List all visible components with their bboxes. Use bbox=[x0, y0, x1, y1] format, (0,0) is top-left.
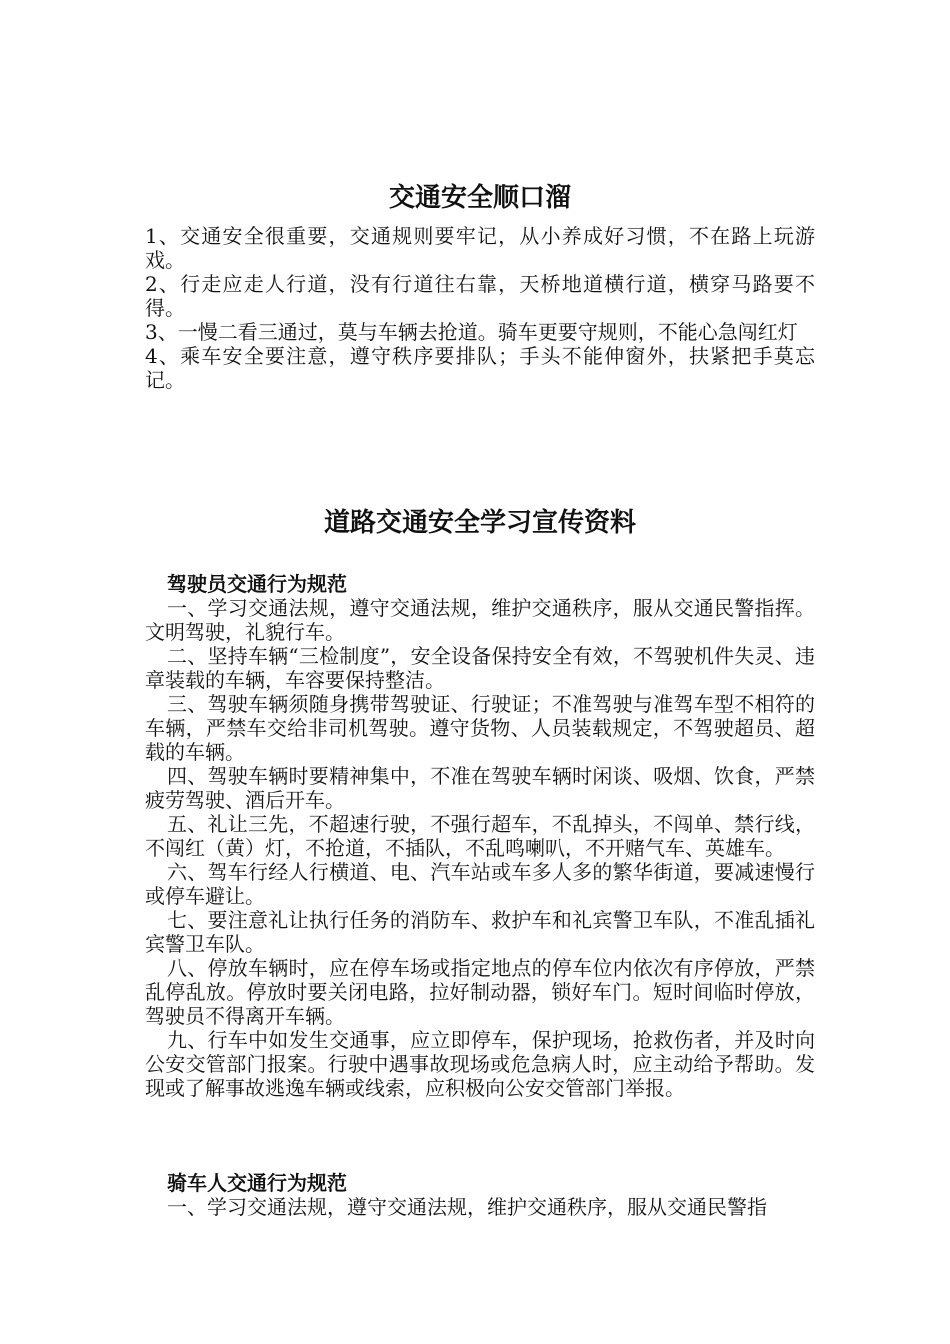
rule-item: 二、坚持车辆“三检制度”，安全设备保持安全有效，不驾驶机件失灵、违章装载的车辆，车容要保持整洁。 bbox=[145, 644, 815, 692]
document-title: 道路交通安全学习宣传资料 bbox=[323, 508, 636, 538]
rule-item: 五、礼让三先，不超速行驶，不强行超车，不乱掉头，不闯单、禁行线，不闯红（黄）灯，不抢道，不插队，不乱鸣喇叭，不开赌气车、英雄车。 bbox=[145, 812, 815, 860]
poem-line: 2、行走应走人行道，没有行道往右靠，天桥地道横行道，横穿马路要不得。 bbox=[145, 272, 815, 320]
section-items bbox=[145, 596, 815, 1100]
poem-line: 3、一慢二看三通过，莫与车辆去抢道。骑车更要守规则，不能心急闯红灯 bbox=[145, 320, 798, 344]
rule-item: 八、停放车辆时，应在停车场或指定地点的停车位内依次有序停放，严禁乱停乱放。停放时要关闭电路，拉好制动器，锁好车门。短时间临时停放，驾驶员不得离开车辆。 bbox=[145, 956, 815, 1028]
section-driver bbox=[145, 572, 815, 1100]
rule-item: 七、要注意礼让执行任务的消防车、救护车和礼宾警卫车队，不准乱插礼宾警卫车队。 bbox=[145, 908, 815, 956]
section-cyclist bbox=[145, 1171, 815, 1219]
section-items bbox=[145, 1195, 815, 1219]
poem-title: 交通安全顺口溜 bbox=[388, 183, 571, 213]
rule-item: 六、驾车行经人行横道、电、汽车站或车多人多的繁华街道，要减速慢行或停车避让。 bbox=[145, 860, 815, 908]
poem-line: 4、乘车安全要注意，遵守秩序要排队；手头不能伸窗外，扶紧把手莫忘记。 bbox=[145, 344, 815, 392]
section-heading: 驾驶员交通行为规范 bbox=[167, 572, 347, 596]
rule-item: 九、行车中如发生交通事，应立即停车，保护现场，抢救伤者，并及时向公安交管部门报案。行驶中遇事故现场或危急病人时，应主动给予帮助。发现或了解事故逃逸车辆或线索，应积极向公安交管部门举报。 bbox=[145, 1028, 815, 1100]
poem-list bbox=[145, 224, 815, 392]
poem-line: 1、交通安全很重要，交通规则要牢记，从小养成好习惯，不在路上玩游戏。 bbox=[145, 224, 815, 272]
rule-item: 一、学习交通法规，遵守交通法规，维护交通秩序，服从交通民警指挥。文明驾驶，礼貌行车。 bbox=[145, 596, 815, 644]
rule-item: 一、学习交通法规，遵守交通法规，维护交通秩序，服从交通民警指 bbox=[167, 1195, 767, 1219]
rule-item: 三、驾驶车辆须随身携带驾驶证、行驶证；不准驾驶与准驾车型不相符的车辆，严禁车交给非司机驾驶。遵守货物、人员装载规定，不驾驶超员、超载的车辆。 bbox=[145, 692, 815, 764]
rule-item: 四、驾驶车辆时要精神集中，不准在驾驶车辆时闲谈、吸烟、饮食，严禁疲劳驾驶、酒后开车。 bbox=[145, 764, 815, 812]
section-heading: 骑车人交通行为规范 bbox=[167, 1171, 347, 1195]
